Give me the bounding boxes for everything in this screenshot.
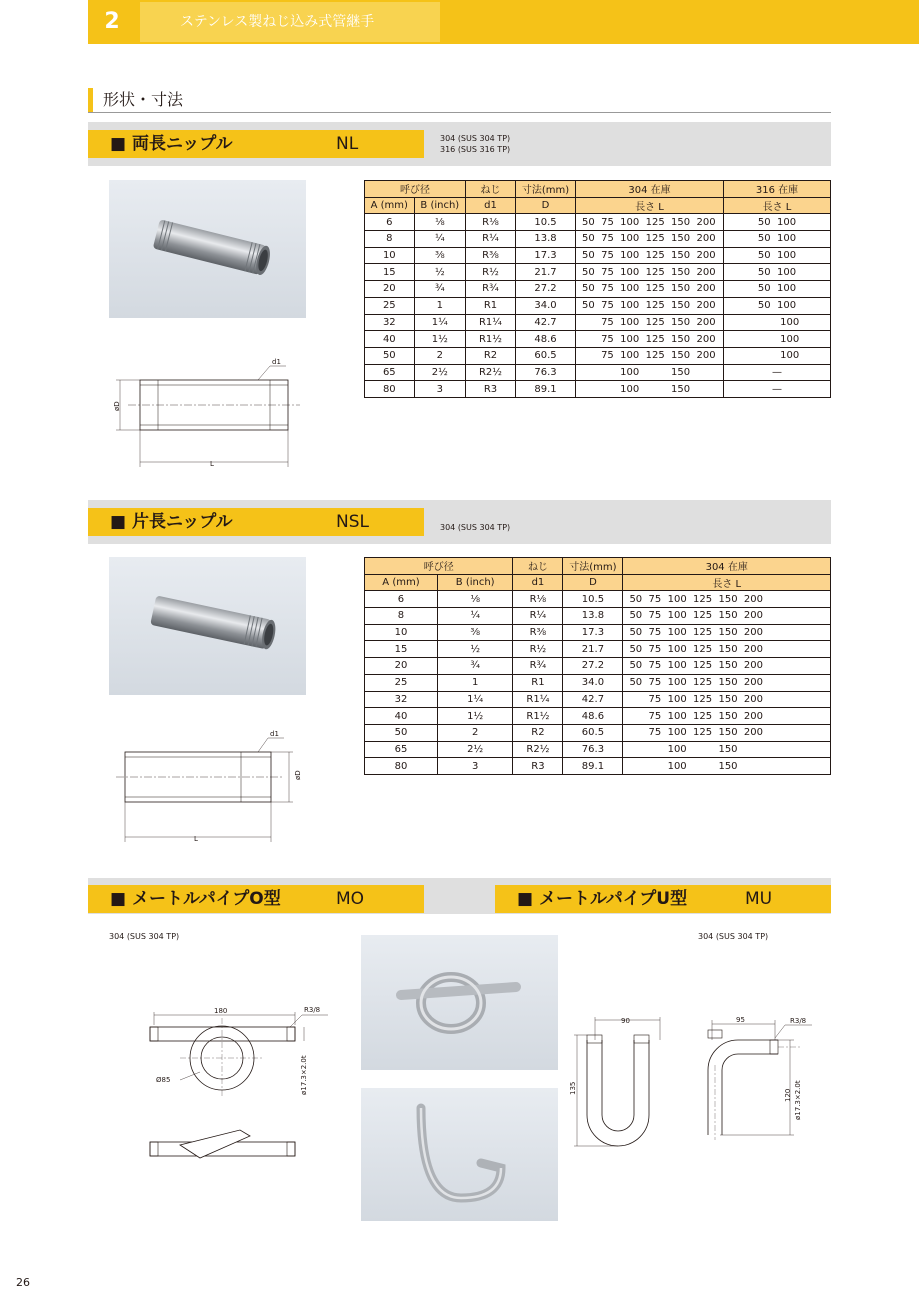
cell-d1: R¼ xyxy=(513,608,563,625)
cell-a-mm: 6 xyxy=(365,214,415,231)
header-a-mm: A (mm) xyxy=(365,197,415,214)
cell-d1: R2½ xyxy=(466,364,516,381)
cell-D: 17.3 xyxy=(563,624,623,641)
cell-b-inch: ¾ xyxy=(414,281,465,298)
cell-D: 21.7 xyxy=(516,264,576,281)
table-row xyxy=(365,214,831,231)
cell-b-inch: 1½ xyxy=(414,331,465,348)
cell-stock-304: 50 75 100 125 150 200 xyxy=(623,608,831,625)
cell-d1: R¾ xyxy=(513,658,563,675)
header-nominal: 呼び径 xyxy=(365,558,513,575)
nl-heading xyxy=(88,130,424,158)
nl-nipple-image xyxy=(109,180,306,318)
table-row xyxy=(365,658,831,675)
table-row xyxy=(365,347,831,364)
nsl-heading xyxy=(88,508,424,536)
cell-b-inch: 2 xyxy=(414,347,465,364)
mu-dim-thread: R3/8 xyxy=(790,1017,807,1025)
cell-D: 48.6 xyxy=(563,708,623,725)
mu-pipe-image xyxy=(361,1088,558,1221)
cell-a-mm: 65 xyxy=(365,364,415,381)
nsl-spec-table xyxy=(364,557,831,775)
cell-stock-316: 50 100 xyxy=(724,214,831,231)
nl-code: NL xyxy=(336,134,359,154)
cell-D: 13.8 xyxy=(563,608,623,625)
table-row xyxy=(365,641,831,658)
cell-d1: R¼ xyxy=(466,231,516,248)
cell-b-inch: ⅜ xyxy=(437,624,513,641)
cell-stock-304: 50 75 100 125 150 200 xyxy=(623,674,831,691)
cell-d1: R2 xyxy=(513,724,563,741)
mo-heading xyxy=(88,885,424,913)
cell-D: 10.5 xyxy=(563,591,623,608)
cell-a-mm: 8 xyxy=(365,608,438,625)
table-row xyxy=(365,741,831,758)
cell-D: 13.8 xyxy=(516,231,576,248)
cell-a-mm: 50 xyxy=(365,347,415,364)
cell-stock-316: — xyxy=(724,381,831,398)
nl-drawing-D-label: øD xyxy=(113,401,121,411)
cell-d1: R1¼ xyxy=(466,314,516,331)
mo-dim-pipe: ø17.3×2.0t xyxy=(300,1055,308,1095)
cell-stock-316: 50 100 xyxy=(724,231,831,248)
cell-stock-316: 100 xyxy=(724,331,831,348)
cell-D: 42.7 xyxy=(563,691,623,708)
table-subheader-row xyxy=(365,574,831,591)
cell-stock-304: 75 100 125 150 200 xyxy=(623,708,831,725)
table-row xyxy=(365,231,831,248)
cell-b-inch: ⅛ xyxy=(437,591,513,608)
cell-stock-316: 50 100 xyxy=(724,281,831,298)
cell-d1: R2 xyxy=(466,347,516,364)
cell-a-mm: 15 xyxy=(365,641,438,658)
cell-d1: R3 xyxy=(513,758,563,775)
mo-dim-width: 180 xyxy=(214,1007,228,1015)
cell-b-inch: 1¼ xyxy=(414,314,465,331)
cell-stock-304: 50 75 100 125 150 200 xyxy=(623,591,831,608)
nl-drawing-L-label: L xyxy=(210,460,214,468)
table-header-row xyxy=(365,558,831,575)
mu-drawing-b xyxy=(690,1010,830,1150)
cell-d1: R1½ xyxy=(466,331,516,348)
mo-photo xyxy=(361,935,558,1070)
cell-stock-316: 50 100 xyxy=(724,297,831,314)
table-row xyxy=(365,674,831,691)
nl-spec-table xyxy=(364,180,831,398)
cell-D: 89.1 xyxy=(516,381,576,398)
table-row xyxy=(365,247,831,264)
section-divider xyxy=(88,112,831,113)
cell-D: 89.1 xyxy=(563,758,623,775)
header-length: 長さ L xyxy=(623,574,831,591)
cell-D: 34.0 xyxy=(516,297,576,314)
cell-d1: R3 xyxy=(466,381,516,398)
nsl-name: ■ 片長ニップル xyxy=(110,512,233,532)
nl-drawing xyxy=(108,352,308,472)
cell-a-mm: 65 xyxy=(365,741,438,758)
page-number: 26 xyxy=(16,1276,30,1289)
mu-heading xyxy=(495,885,831,913)
mu-drawing-a xyxy=(565,1010,675,1150)
nl-photo xyxy=(109,180,306,318)
cell-stock-304: 50 75 100 125 150 200 xyxy=(576,297,724,314)
cell-stock-304: 75 100 125 150 200 xyxy=(576,331,724,348)
table-row xyxy=(365,691,831,708)
nl-name: ■ 両長ニップル xyxy=(110,134,233,154)
table-subheader-row xyxy=(365,197,831,214)
cell-b-inch: 1 xyxy=(414,297,465,314)
nsl-photo xyxy=(109,557,306,695)
cell-d1: R⅛ xyxy=(513,591,563,608)
cell-b-inch: ¼ xyxy=(414,231,465,248)
table-row xyxy=(365,281,831,298)
nl-drawing-d1-label: d1 xyxy=(272,358,281,366)
mu-dim-w2: 95 xyxy=(736,1016,745,1024)
cell-a-mm: 40 xyxy=(365,708,438,725)
table-row xyxy=(365,624,831,641)
cell-stock-304: 50 75 100 125 150 200 xyxy=(576,214,724,231)
table-row xyxy=(365,724,831,741)
cell-a-mm: 80 xyxy=(365,381,415,398)
cell-a-mm: 20 xyxy=(365,281,415,298)
header-stock-316: 316 在庫 xyxy=(724,181,831,198)
header-stock-304: 304 在庫 xyxy=(623,558,831,575)
cell-stock-304: 75 100 125 150 200 xyxy=(623,724,831,741)
cell-D: 21.7 xyxy=(563,641,623,658)
table-row xyxy=(365,331,831,348)
table-row xyxy=(365,314,831,331)
cell-a-mm: 25 xyxy=(365,297,415,314)
header-d1: d1 xyxy=(513,574,563,591)
table-header-row xyxy=(365,181,831,198)
cell-D: 76.3 xyxy=(516,364,576,381)
cell-D: 76.3 xyxy=(563,741,623,758)
mo-dim-diameter: Ø85 xyxy=(156,1076,171,1084)
header-D: D xyxy=(516,197,576,214)
cell-b-inch: 1 xyxy=(437,674,513,691)
cell-d1: R1¼ xyxy=(513,691,563,708)
nl-material-304: 304 (SUS 304 TP) xyxy=(440,134,511,143)
cell-b-inch: ⅛ xyxy=(414,214,465,231)
cell-d1: R½ xyxy=(466,264,516,281)
cell-stock-316: 100 xyxy=(724,347,831,364)
cell-b-inch: 2½ xyxy=(437,741,513,758)
header-b-inch: B (inch) xyxy=(414,197,465,214)
cell-d1: R⅛ xyxy=(466,214,516,231)
header-d1: d1 xyxy=(466,197,516,214)
header-D: D xyxy=(563,574,623,591)
mu-name: ■ メートルパイプU型 xyxy=(517,889,688,909)
cell-d1: R1½ xyxy=(513,708,563,725)
nsl-material-304: 304 (SUS 304 TP) xyxy=(440,523,511,532)
table-row xyxy=(365,591,831,608)
mu-dim-pipe: ø17.3×2.0t xyxy=(794,1080,802,1120)
header-dim: 寸法(mm) xyxy=(516,181,576,198)
mu-photo xyxy=(361,1088,558,1221)
cell-D: 60.5 xyxy=(563,724,623,741)
header-dim: 寸法(mm) xyxy=(563,558,623,575)
chapter-title: ステンレス製ねじ込み式管継手 xyxy=(140,2,440,42)
cell-b-inch: ¼ xyxy=(437,608,513,625)
cell-b-inch: 2½ xyxy=(414,364,465,381)
section-title: 形状・寸法 xyxy=(88,88,183,112)
table-row xyxy=(365,758,831,775)
cell-a-mm: 10 xyxy=(365,624,438,641)
cell-b-inch: 1½ xyxy=(437,708,513,725)
cell-stock-304: 75 100 125 150 200 xyxy=(623,691,831,708)
header-nominal: 呼び径 xyxy=(365,181,466,198)
cell-stock-304: 100 150 xyxy=(623,758,831,775)
cell-stock-316: 50 100 xyxy=(724,264,831,281)
cell-stock-304: 50 75 100 125 150 200 xyxy=(623,658,831,675)
nsl-code: NSL xyxy=(336,512,369,532)
cell-b-inch: 3 xyxy=(437,758,513,775)
cell-D: 48.6 xyxy=(516,331,576,348)
cell-a-mm: 6 xyxy=(365,591,438,608)
nsl-nipple-image xyxy=(109,557,306,695)
cell-stock-304: 50 75 100 125 150 200 xyxy=(576,247,724,264)
cell-b-inch: 3 xyxy=(414,381,465,398)
cell-stock-304: 50 75 100 125 150 200 xyxy=(576,231,724,248)
cell-a-mm: 8 xyxy=(365,231,415,248)
cell-d1: R1 xyxy=(513,674,563,691)
mu-dim-h1: 135 xyxy=(569,1081,577,1095)
cell-D: 27.2 xyxy=(516,281,576,298)
table-row xyxy=(365,364,831,381)
cell-D: 60.5 xyxy=(516,347,576,364)
cell-b-inch: ¾ xyxy=(437,658,513,675)
cell-D: 10.5 xyxy=(516,214,576,231)
mo-name: ■ メートルパイプO型 xyxy=(110,889,281,909)
cell-a-mm: 32 xyxy=(365,314,415,331)
nsl-drawing-d1-label: d1 xyxy=(270,730,279,738)
cell-stock-316: — xyxy=(724,364,831,381)
mu-code: MU xyxy=(745,889,773,909)
cell-a-mm: 10 xyxy=(365,247,415,264)
cell-stock-304: 50 75 100 125 150 200 xyxy=(623,624,831,641)
cell-D: 17.3 xyxy=(516,247,576,264)
nsl-drawing-D-label: øD xyxy=(294,770,302,780)
cell-b-inch: ½ xyxy=(437,641,513,658)
cell-a-mm: 80 xyxy=(365,758,438,775)
cell-stock-304: 50 75 100 125 150 200 xyxy=(576,264,724,281)
cell-d1: R⅜ xyxy=(513,624,563,641)
header-b-inch: B (inch) xyxy=(437,574,513,591)
cell-d1: R¾ xyxy=(466,281,516,298)
table-row xyxy=(365,264,831,281)
cell-D: 27.2 xyxy=(563,658,623,675)
cell-stock-304: 50 75 100 125 150 200 xyxy=(576,281,724,298)
cell-a-mm: 32 xyxy=(365,691,438,708)
mo-pipe-image xyxy=(361,935,558,1070)
nl-material-316: 316 (SUS 316 TP) xyxy=(440,145,511,154)
mu-material: 304 (SUS 304 TP) xyxy=(698,932,769,941)
header-length-316: 長さ L xyxy=(724,197,831,214)
cell-stock-304: 75 100 125 150 200 xyxy=(576,314,724,331)
cell-stock-304: 100 150 xyxy=(576,364,724,381)
table-row xyxy=(365,708,831,725)
cell-a-mm: 40 xyxy=(365,331,415,348)
mo-dim-thread: R3/8 xyxy=(304,1006,321,1014)
cell-b-inch: 1¼ xyxy=(437,691,513,708)
cell-d1: R1 xyxy=(466,297,516,314)
cell-d1: R2½ xyxy=(513,741,563,758)
chapter-number: 2 xyxy=(88,0,136,44)
nsl-drawing xyxy=(108,730,308,845)
table-row xyxy=(365,297,831,314)
cell-b-inch: ½ xyxy=(414,264,465,281)
table-row xyxy=(365,381,831,398)
cell-stock-304: 75 100 125 150 200 xyxy=(576,347,724,364)
cell-d1: R½ xyxy=(513,641,563,658)
header-stock-304: 304 在庫 xyxy=(576,181,724,198)
cell-stock-316: 100 xyxy=(724,314,831,331)
header-thread: ねじ xyxy=(513,558,563,575)
cell-a-mm: 50 xyxy=(365,724,438,741)
mu-dim-w1: 90 xyxy=(621,1017,630,1025)
cell-stock-304: 100 150 xyxy=(623,741,831,758)
header-a-mm: A (mm) xyxy=(365,574,438,591)
mo-code: MO xyxy=(336,889,365,909)
cell-stock-316: 50 100 xyxy=(724,247,831,264)
cell-b-inch: ⅜ xyxy=(414,247,465,264)
cell-stock-304: 100 150 xyxy=(576,381,724,398)
cell-D: 42.7 xyxy=(516,314,576,331)
cell-d1: R⅜ xyxy=(466,247,516,264)
header-thread: ねじ xyxy=(466,181,516,198)
cell-b-inch: 2 xyxy=(437,724,513,741)
nsl-drawing-L-label: L xyxy=(194,835,198,843)
mo-drawing xyxy=(140,1000,340,1175)
table-row xyxy=(365,608,831,625)
cell-a-mm: 20 xyxy=(365,658,438,675)
cell-a-mm: 25 xyxy=(365,674,438,691)
mo-material: 304 (SUS 304 TP) xyxy=(109,932,180,941)
cell-a-mm: 15 xyxy=(365,264,415,281)
cell-D: 34.0 xyxy=(563,674,623,691)
mu-dim-h2: 120 xyxy=(784,1088,792,1102)
header-length: 長さ L xyxy=(576,197,724,214)
cell-stock-304: 50 75 100 125 150 200 xyxy=(623,641,831,658)
